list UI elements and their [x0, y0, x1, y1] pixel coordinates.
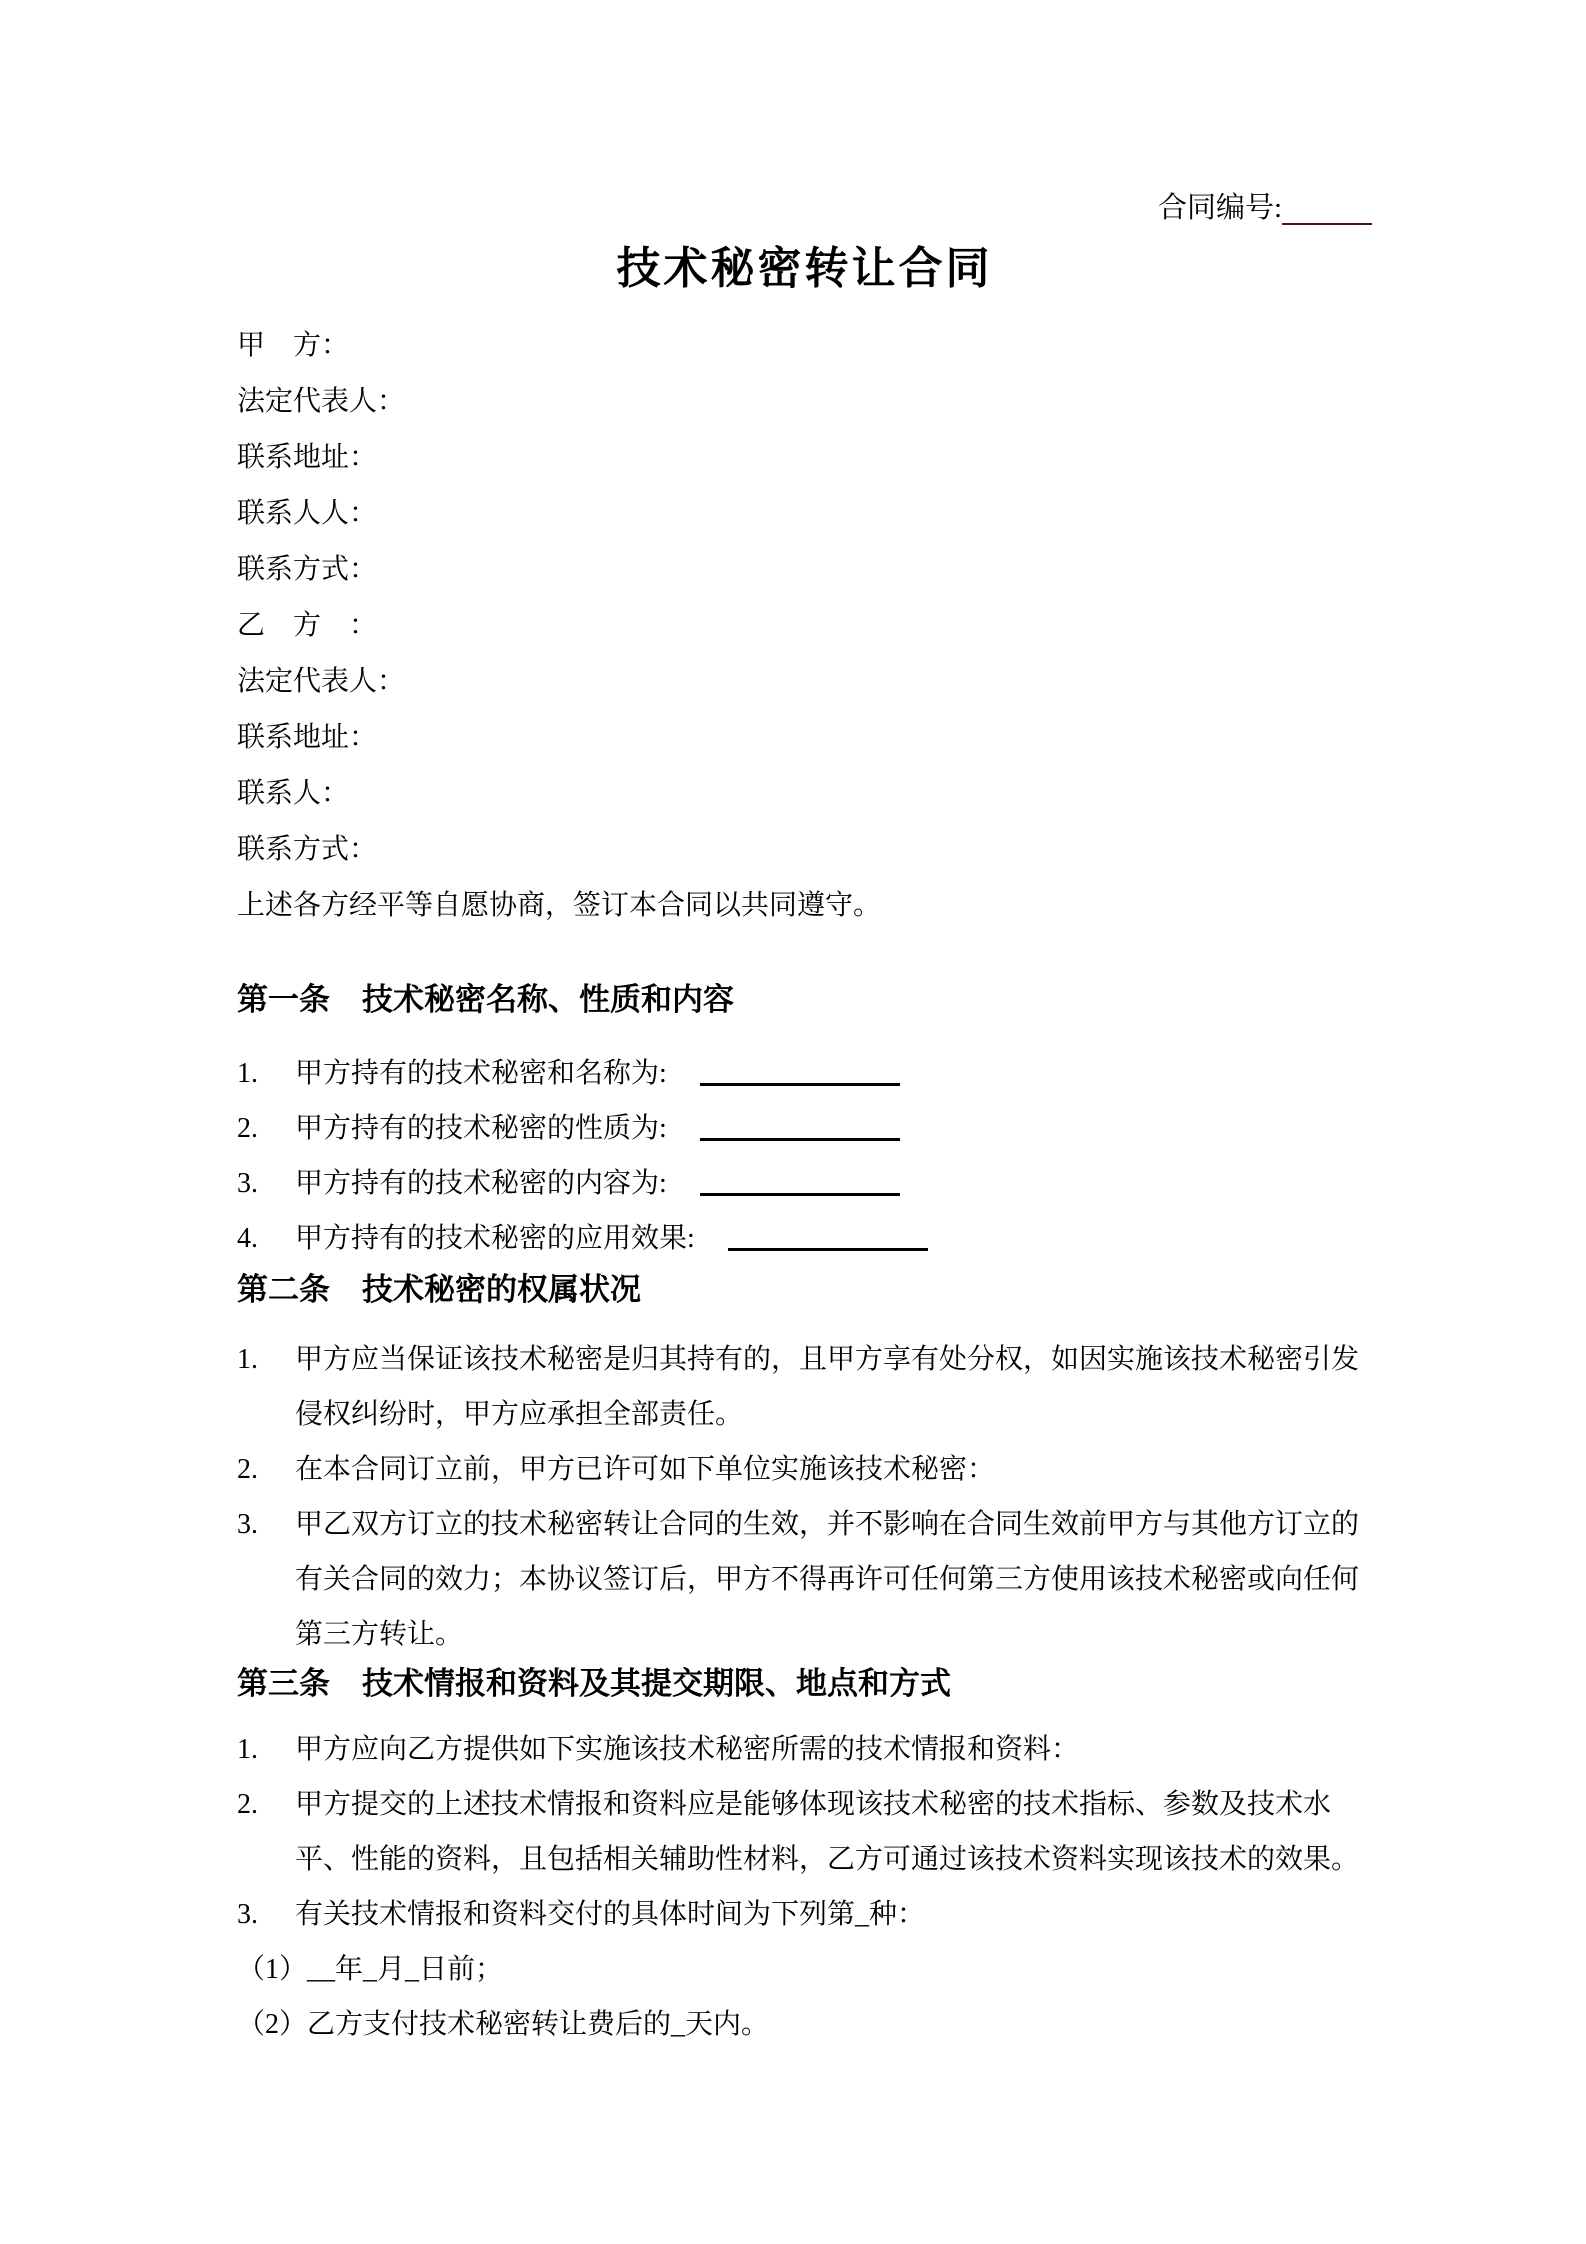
item-text: 甲方持有的技术秘密的应用效果:	[295, 1223, 702, 1254]
section-3-heading	[237, 1664, 1372, 1704]
list-item	[237, 1046, 1372, 1101]
party-a-contact-person: 联系人人：	[237, 498, 378, 529]
item-number: 3.	[237, 1168, 258, 1199]
item-number: 1.	[237, 1344, 258, 1375]
party-a-legal-representative: 法定代表人：	[237, 386, 406, 417]
item-text-wrap	[295, 1211, 1372, 1266]
blank-underline	[700, 1052, 900, 1086]
party-b-contact-person: 联系人：	[237, 778, 350, 809]
agreement-statement: 上述各方经平等自愿协商，签订本合同以共同遵守。	[237, 890, 882, 921]
item-text: 在本合同订立前，甲方已许可如下单位实施该技术秘密：	[295, 1454, 996, 1485]
party-b-label: 乙 方 ：	[237, 610, 378, 641]
list-item	[237, 1887, 1372, 1942]
item-text: 甲方应当保证该技术秘密是归其持有的，且甲方享有处分权，如因实施该技术秘密引发侵权纠纷时，甲方应承担全部责任。	[295, 1344, 1360, 1430]
item-text-wrap	[295, 1156, 1372, 1211]
section-2-title: 技术秘密的权属状况	[362, 1272, 641, 1307]
item-text-wrap	[295, 1046, 1372, 1101]
document-title: 技术秘密转让合同	[616, 244, 993, 293]
list-item	[237, 1211, 1372, 1266]
party-a-contact-method: 联系方式：	[237, 554, 378, 585]
list-item	[237, 1497, 1372, 1662]
list-item	[237, 1332, 1372, 1442]
section-1-number: 第一条	[237, 982, 330, 1017]
section-2-heading	[237, 1270, 1372, 1310]
party-b-contact-method: 联系方式：	[237, 834, 378, 865]
item-number: 3.	[237, 1899, 258, 1930]
delivery-time-options	[237, 1942, 1372, 2052]
item-number: 1.	[237, 1734, 258, 1765]
blank-underline	[700, 1162, 900, 1196]
party-b-legal-representative: 法定代表人：	[237, 666, 406, 697]
blank-underline	[700, 1107, 900, 1141]
section-3-number: 第三条	[237, 1666, 330, 1701]
section-2-items	[237, 1332, 1372, 1662]
section-1-title: 技术秘密名称、性质和内容	[362, 982, 734, 1017]
section-1-items	[237, 1046, 1372, 1266]
item-text: 甲方应向乙方提供如下实施该技术秘密所需的技术情报和资料：	[295, 1734, 1080, 1765]
list-item	[237, 1722, 1372, 1777]
item-text: 甲方提交的上述技术情报和资料应是能够体现该技术秘密的技术指标、参数及技术水平、性能的资料，且包括相关辅助性材料，乙方可通过该技术资料实现该技术的效果。	[295, 1789, 1360, 1875]
section-3-title: 技术情报和资料及其提交期限、地点和方式	[362, 1666, 951, 1701]
option-1: （1）__年_月_日前；	[237, 1954, 504, 1985]
option-2: （2）乙方支付技术秘密转让费后的_天内。	[237, 2009, 770, 2040]
list-item	[237, 1156, 1372, 1211]
item-number: 3.	[237, 1509, 258, 1540]
party-a-contact-address: 联系地址：	[237, 442, 378, 473]
party-b-contact-address: 联系地址：	[237, 722, 378, 753]
party-info-block	[237, 318, 1372, 934]
item-number: 4.	[237, 1223, 258, 1254]
list-item	[237, 1442, 1372, 1497]
contract-number-label: 合同编号:	[1157, 192, 1282, 224]
item-text-wrap	[295, 1101, 1372, 1156]
item-text: 甲方持有的技术秘密的内容为:	[295, 1168, 674, 1199]
section-1-heading	[237, 980, 1372, 1020]
item-number: 2.	[237, 1454, 258, 1485]
item-number: 1.	[237, 1058, 258, 1089]
list-item	[237, 1777, 1372, 1887]
list-item	[237, 1101, 1372, 1156]
blank-underline	[728, 1217, 928, 1251]
party-a-label: 甲 方：	[237, 330, 350, 361]
section-3-items	[237, 1722, 1372, 1942]
item-text: 甲乙双方订立的技术秘密转让合同的生效，并不影响在合同生效前甲方与其他方订立的有关合同的效力；本协议签订后，甲方不得再许可任何第三方使用该技术秘密或向任何第三方转让。	[295, 1509, 1360, 1650]
item-number: 2.	[237, 1113, 258, 1144]
item-text: 甲方持有的技术秘密的性质为:	[295, 1113, 674, 1144]
contract-number-blank-line	[1282, 193, 1372, 225]
item-text: 甲方持有的技术秘密和名称为:	[295, 1058, 674, 1089]
item-number: 2.	[237, 1789, 258, 1820]
section-2-number: 第二条	[237, 1272, 330, 1307]
contract-number-row	[237, 188, 1372, 234]
item-text: 有关技术情报和资料交付的具体时间为下列第_种：	[295, 1899, 926, 1930]
